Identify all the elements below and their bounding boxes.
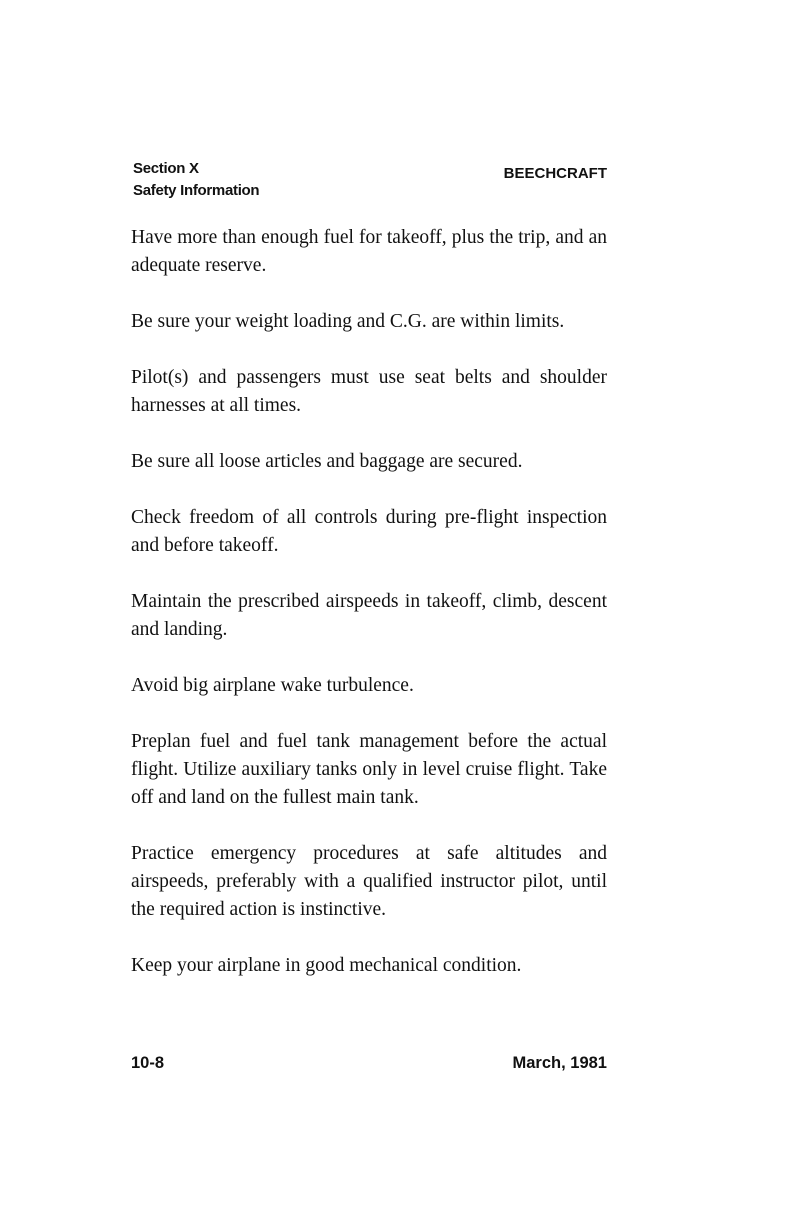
paragraph: Preplan fuel and fuel tank management before the actual flight. Utilize auxiliary tanks only in level cruise flight. Take off and land on the fullest main tank.	[131, 731, 607, 808]
paragraph: Have more than enough fuel for takeoff, plus the trip, and an adequate reserve.	[131, 227, 607, 276]
paragraph: Practice emergency procedures at safe altitudes and airspeeds, preferably with a qualified instructor pilot, until the required action is instinctive.	[131, 843, 607, 920]
paragraph: Be sure all loose articles and baggage are secured.	[131, 451, 523, 472]
paragraph: Maintain the prescribed airspeeds in takeoff, climb, descent and landing.	[131, 591, 607, 640]
section-label: Section X	[133, 160, 199, 177]
section-subtitle: Safety Information	[133, 182, 260, 199]
paragraph: Be sure your weight loading and C.G. are within limits.	[131, 311, 565, 332]
paragraph: Avoid big airplane wake turbulence.	[131, 675, 414, 696]
brand-label: BEECHCRAFT	[503, 165, 607, 182]
paragraph: Pilot(s) and passengers must use seat belts and shoulder harnesses at all times.	[131, 367, 607, 416]
footer-layer	[131, 0, 607, 1224]
page-footer	[131, 1054, 607, 1078]
paragraph: Check freedom of all controls during pre-flight inspection and before takeoff.	[131, 507, 607, 556]
publication-date: March, 1981	[512, 1054, 607, 1072]
page-number: 10-8	[131, 1054, 165, 1072]
paragraph: Keep your airplane in good mechanical condition.	[131, 955, 522, 976]
